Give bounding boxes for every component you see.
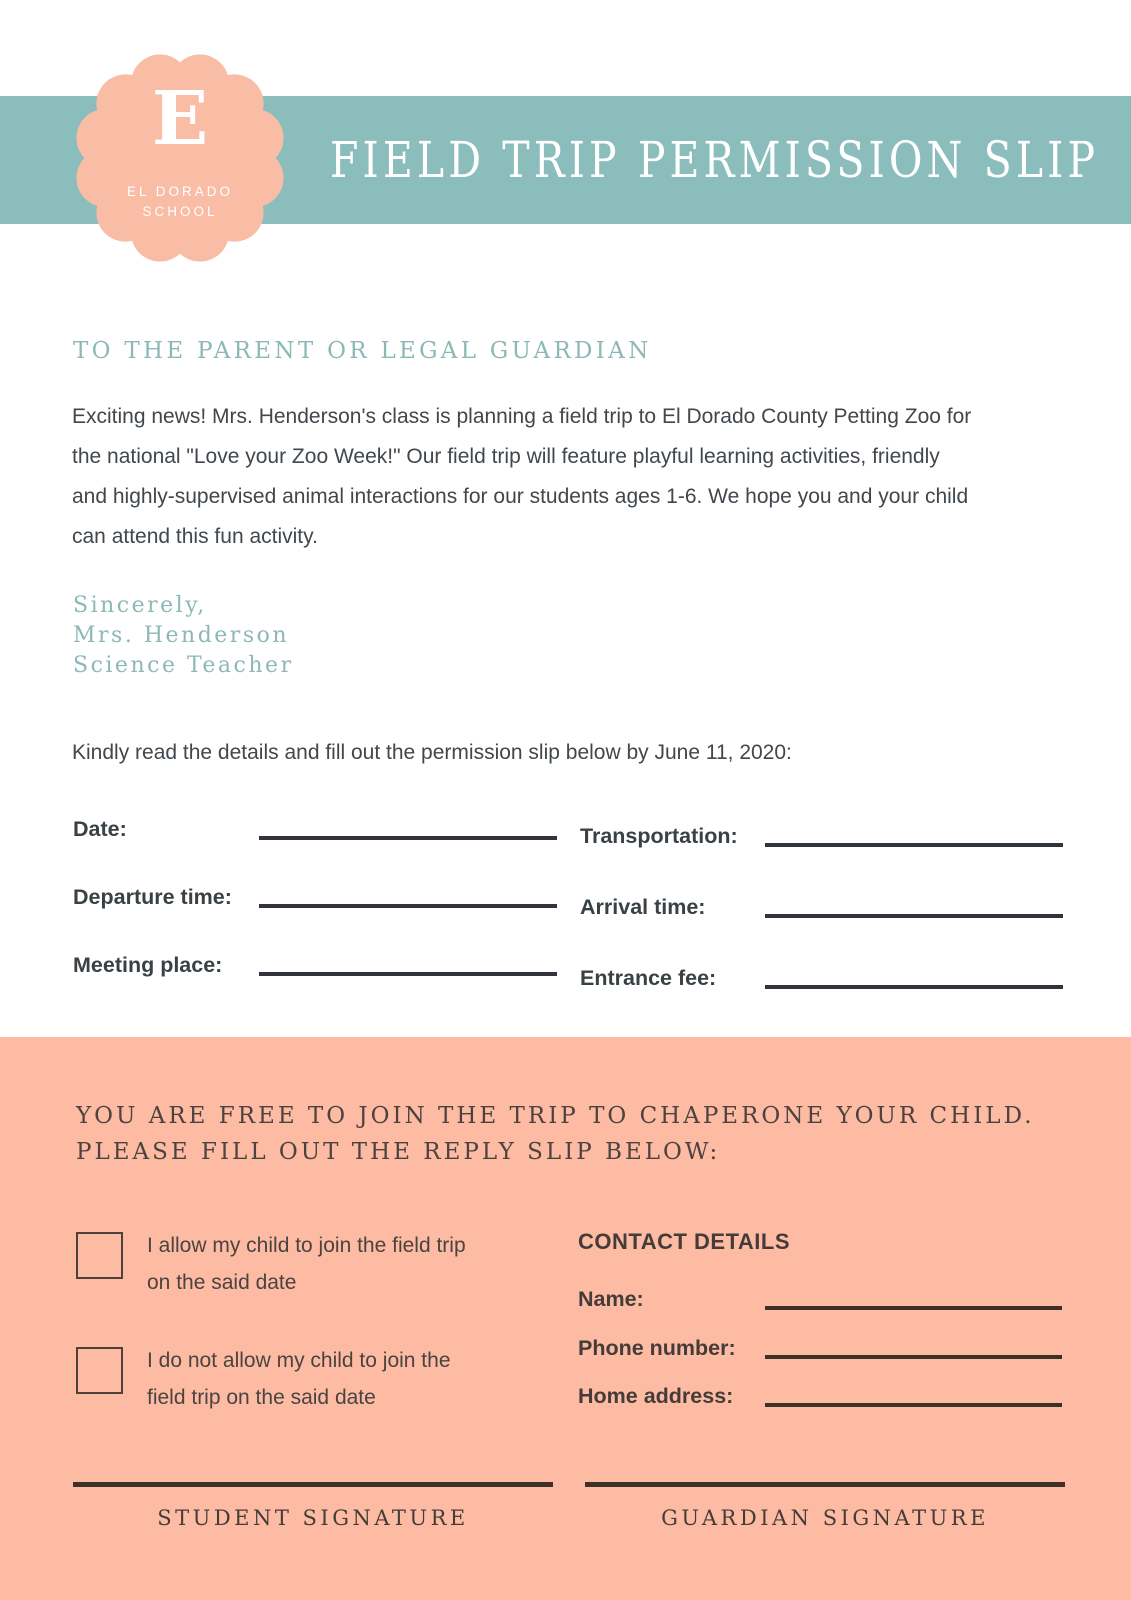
trip-form-left-column: [73, 806, 557, 1026]
name-field-line[interactable]: [765, 1306, 1062, 1310]
closing-line: Science Teacher: [73, 653, 294, 678]
trip-form-right-column: [580, 813, 1063, 1026]
allow-option-label: I allow my child to join the field trip on the said date: [147, 1234, 466, 1294]
not-allow-option-label: I do not allow my child to join the field trip on the said date: [147, 1349, 451, 1409]
option-allow: [76, 1227, 578, 1301]
option-not-allow: [76, 1342, 578, 1416]
transportation-field-label: Transportation:: [580, 823, 738, 848]
phone-number-field-row: [578, 1327, 1062, 1359]
meeting-place-field-line[interactable]: [259, 972, 557, 976]
letter-body-line: Exciting news! Mrs. Henderson's class is planning a field trip to El Dorado County Petting Zoo for: [72, 405, 972, 428]
letter-body: [72, 397, 1032, 557]
school-name-line2: SCHOOL: [142, 204, 218, 219]
reply-slip-body: [72, 1227, 1062, 1457]
date-field-label: Date:: [73, 816, 127, 841]
home-address-field-row: [578, 1375, 1062, 1407]
signature-area: [73, 1482, 1065, 1530]
reply-slip-section: [0, 1037, 1131, 1600]
entrance-fee-field-line[interactable]: [765, 985, 1063, 989]
school-badge: [76, 54, 284, 262]
arrival-time-field-label: Arrival time:: [580, 894, 706, 919]
guardian-signature-label: GUARDIAN SIGNATURE: [661, 1506, 989, 1530]
page-title: FIELD TRIP PERMISSION SLIP: [330, 131, 1100, 189]
transportation-field-row: [580, 813, 1063, 847]
date-field-row: [73, 806, 557, 840]
school-name-line1: EL DORADO: [126, 184, 234, 199]
name-field-row: [578, 1278, 1062, 1310]
contact-details: [578, 1227, 1062, 1457]
reply-heading-line2: PLEASE FILL OUT THE REPLY SLIP BELOW:: [76, 1139, 721, 1165]
school-initial: E: [151, 76, 209, 162]
not-allow-checkbox[interactable]: [76, 1347, 123, 1394]
home-address-field-label: Home address:: [578, 1383, 734, 1408]
date-field-line[interactable]: [259, 836, 557, 840]
guardian-signature-line[interactable]: [585, 1482, 1065, 1487]
letter-body-line: can attend this fun activity.: [72, 525, 318, 548]
salutation-heading: TO THE PARENT OR LEGAL GUARDIAN: [73, 338, 652, 364]
transportation-field-line[interactable]: [765, 843, 1063, 847]
departure-time-field-line[interactable]: [259, 904, 557, 908]
letter-body-line: the national "Love your Zoo Week!" Our field trip will feature playful learning activities, friendly: [72, 445, 940, 468]
student-signature-block: [73, 1482, 553, 1530]
entrance-fee-field-row: [580, 955, 1063, 989]
consent-options: [72, 1227, 578, 1457]
letter-body-line: and highly-supervised animal interactions for our students ages 1-6. We hope you and your child: [72, 485, 969, 508]
entrance-fee-field-label: Entrance fee:: [580, 965, 717, 990]
student-signature-label: STUDENT SIGNATURE: [157, 1506, 469, 1530]
phone-number-field-line[interactable]: [765, 1355, 1062, 1359]
departure-time-field-label: Departure time:: [73, 884, 232, 909]
reply-slip-heading: [76, 1098, 1035, 1170]
home-address-field-line[interactable]: [765, 1403, 1062, 1407]
meeting-place-field-row: [73, 942, 557, 976]
contact-details-heading: CONTACT DETAILS: [578, 1229, 790, 1254]
allow-checkbox[interactable]: [76, 1232, 123, 1279]
letter-closing: [73, 591, 294, 681]
phone-number-field-label: Phone number:: [578, 1335, 736, 1360]
instruction-text: Kindly read the details and fill out the permission slip below by June 11, 2020:: [72, 741, 792, 764]
guardian-signature-block: [585, 1482, 1065, 1530]
closing-line: Mrs. Henderson: [73, 623, 290, 648]
name-field-label: Name:: [578, 1286, 644, 1311]
meeting-place-field-label: Meeting place:: [73, 952, 223, 977]
school-name: [76, 182, 284, 222]
departure-time-field-row: [73, 874, 557, 908]
student-signature-line[interactable]: [73, 1482, 553, 1487]
arrival-time-field-row: [580, 884, 1063, 918]
closing-line: Sincerely,: [73, 593, 207, 618]
trip-details-form: [73, 806, 1063, 1026]
reply-heading-line1: YOU ARE FREE TO JOIN THE TRIP TO CHAPERONE YOUR CHILD.: [76, 1103, 1035, 1129]
arrival-time-field-line[interactable]: [765, 914, 1063, 918]
